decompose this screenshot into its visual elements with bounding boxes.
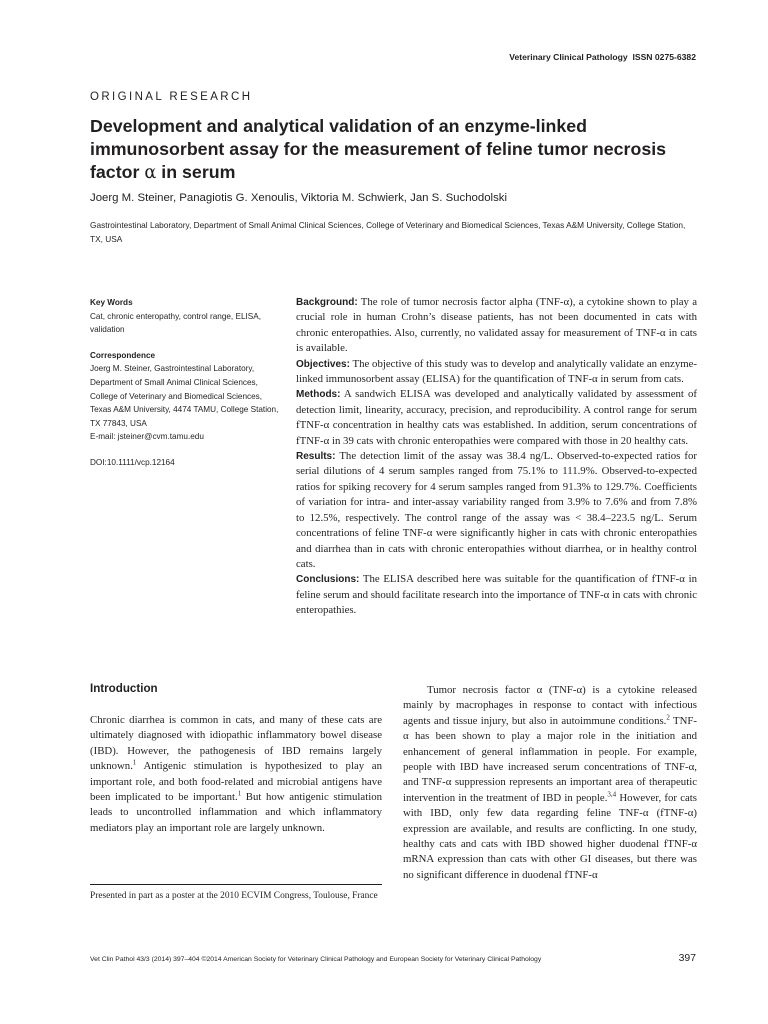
abstract-label: Objectives:: [296, 358, 350, 370]
citation-ref: 3,4: [607, 790, 617, 799]
body-text: However, for cats with IBD, only few data regarding feline TNF-α (fTNF-α) expression are available, and results are conflicting. In one study, healthy cats and cats with IBD showed higher duodenal fTNF-α mRNA expression than cats with other GI diseases, but there was no significant difference in duodenal fTNF-α: [403, 791, 697, 881]
body-column-right: [403, 683, 697, 883]
article-title: [90, 115, 690, 184]
issn: ISSN 0275-6382: [632, 52, 696, 62]
footnote: Presented in part as a poster at the 2010 ECVIM Congress, Toulouse, France: [90, 891, 378, 901]
abstract-label: Methods:: [296, 389, 341, 401]
correspondence-heading: Correspondence: [90, 350, 156, 360]
abstract-conclusions: [296, 572, 697, 618]
abstract-label: Conclusions:: [296, 574, 360, 586]
journal-header: [509, 52, 696, 62]
body-paragraph: [90, 713, 382, 836]
title-end: in serum: [156, 162, 236, 182]
body-text: TNF-α has been shown to play a major role in the initiation and enhancement of general inflammation in people. For example, people with IBD have increased serum concentrations of TNF-α, and TNF-α suppression represents an important area of therapeutic intervention in the treatment of IBD in people.: [403, 714, 697, 804]
body-paragraph: [403, 683, 697, 883]
abstract-methods: [296, 387, 697, 449]
abstract-text: A sandwich ELISA was developed and analytically validated by assessment of detection limit, linearity, accuracy, precision, and reproducibility. A control range for serum fTNF-α concentration in healthy cats was established. In addition, serum concentrations of fTNF-α in 39 cats with chronic enteropathies were compared with those in 20 healthy cats.: [296, 388, 697, 447]
body-column-left: [90, 713, 382, 836]
body-text: Chronic diarrhea is common in cats, and many of these cats are ultimately diagnosed with idiopathic inflammatory bowel disease (IBD). However, the pathogenesis of IBD remains largely unknown.: [90, 714, 382, 773]
footer-citation: Vet Clin Pathol 43/3 (2014) 397–404 ©2014 American Society for Veterinary Clinical Pathology and European Society for Veterinary Clinical Pathology: [90, 956, 542, 963]
keywords-heading: Key Words: [90, 298, 133, 307]
body-text: But how antigenic stimulation leads to uncontrolled inflammation and which inflammatory mediators play an important role are largely unknown.: [90, 791, 382, 834]
affiliation: Gastrointestinal Laboratory, Department of Small Animal Clinical Sciences, College of Veterinary and Biomedical Sciences, Texas A&M University, College Station, TX, USA: [90, 220, 686, 244]
title-alpha: α: [144, 162, 157, 183]
abstract-label: Background:: [296, 297, 358, 308]
citation-ref: 1: [132, 758, 137, 767]
doi: DOI:10.1111/vcp.12164: [90, 457, 175, 467]
body-text: Antigenic stimulation is hypothesized to play an important role, and both food-related and microbial antigens have been implicated to be important.: [90, 760, 382, 804]
abstract-objectives: [296, 357, 697, 388]
abstract-text: The detection limit of the assay was 38.4 ng/L. Observed-to-expected ratios for serial dilutions of 4 serum samples ranged from 75.1% to 111.9%. Observed-to-expected ratios for spiking recovery for 4 serum samples ranged from 91.3% to 129.7%. Coefficients of variation for intra- and inter-assay variability ranged from 3.9% to 7.6% and from 7.8% to 12.5%, respectively. The control range of the assay was < 38.4–223.5 ng/L. Serum concentrations of feline TNF-α were significantly higher in cats with chronic enteropathies and diarrhea than in cats with chronic enteropathies without diarrhea, or in healthy control cats.: [296, 450, 697, 570]
abstract-text: The objective of this study was to develop and analytically validate an enzyme-linked immunosorbent assay (ELISA) for the quantification of TNF-α in serum from cats.: [296, 357, 697, 386]
abstract: [296, 295, 697, 619]
correspondence-block: [90, 349, 280, 444]
footnote-divider: [90, 884, 382, 885]
article-type: ORIGINAL RESEARCH: [90, 91, 253, 103]
keywords: Cat, chronic enteropathy, control range, ELISA, validation: [90, 311, 261, 335]
abstract-label: Results:: [296, 451, 336, 463]
introduction-heading: Introduction: [90, 682, 158, 695]
article-sidebar: [90, 296, 280, 470]
title-main: Development and analytical validation of an enzyme-linked immunosorbent assay for the measurement of feline tumor necrosis factor: [90, 116, 667, 182]
correspondence-email: E-mail: jsteiner@cvm.tamu.edu: [90, 432, 204, 442]
journal-name: Veterinary Clinical Pathology: [509, 52, 628, 62]
citation-ref: 1: [237, 789, 242, 798]
authors: Joerg M. Steiner, Panagiotis G. Xenoulis, Viktoria M. Schwierk, Jan S. Suchodolski: [90, 192, 508, 204]
abstract-results: [296, 449, 697, 572]
abstract-text: The role of tumor necrosis factor alpha (TNF-α), a cytokine shown to play a crucial role in human Crohn’s disease patients, has not been documented in cats with chronic enteropathies. Also, currently, no validated assay for measurement of TNF-α in cats is available.: [296, 296, 697, 355]
abstract-background: [296, 295, 697, 357]
keywords-block: [90, 296, 280, 337]
abstract-text: The ELISA described here was suitable for the quantification of fTNF-α in feline serum and should facilitate research into the importance of TNF-α in cats with chronic enteropathies.: [296, 573, 697, 617]
correspondence-address: Joerg M. Steiner, Gastrointestinal Laboratory, Department of Small Animal Clinical Sciences, College of Veterinary and Biomedical Sciences, Texas A&M University, 4474 TAMU, College Station, TX 77843, USA: [90, 364, 279, 428]
body-text: Tumor necrosis factor α (TNF-α) is a cytokine released mainly by macrophages in response to contact with infectious agents and tissue injury, but also in autoimmune conditions.: [403, 684, 697, 727]
citation-ref: 2: [666, 713, 670, 722]
page-number: 397: [678, 953, 696, 964]
